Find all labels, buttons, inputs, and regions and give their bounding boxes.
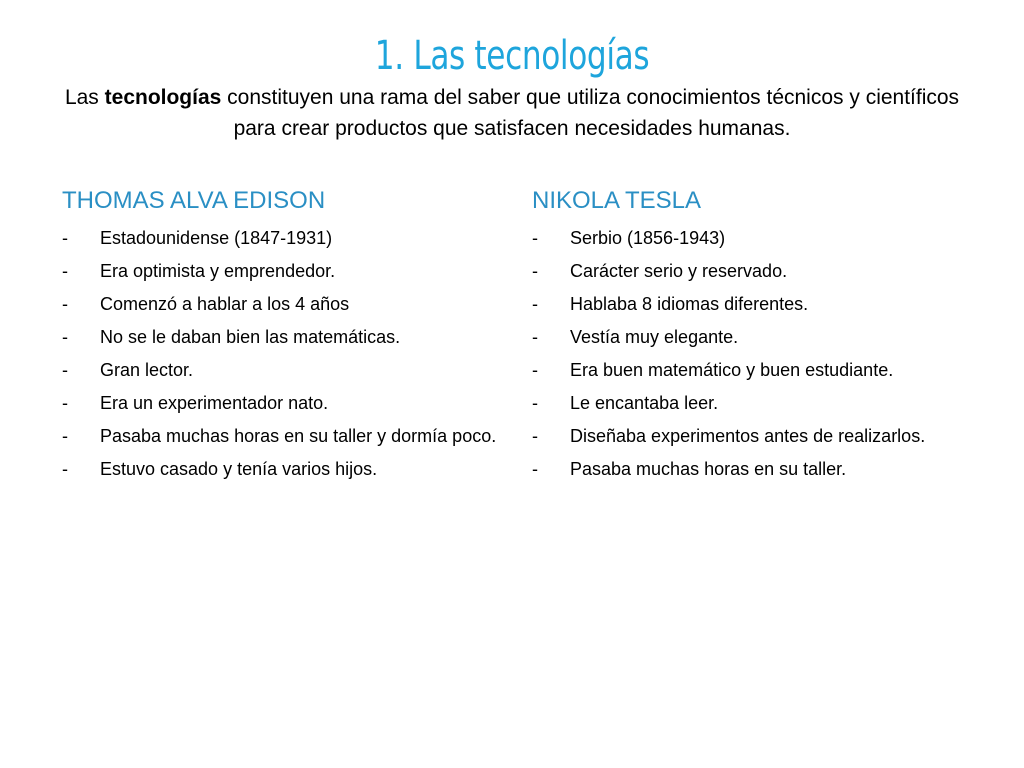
subtitle-suffix: constituyen una rama del saber que utiliza conocimientos técnicos y científicos para crear productos que satisfacen necesidades humanas. — [221, 86, 960, 140]
list-item — [62, 325, 512, 350]
list-item — [62, 424, 512, 449]
edison-column — [62, 184, 512, 490]
bullet-dash: - — [62, 327, 68, 347]
bullet-dash: - — [62, 459, 68, 479]
bullet-dash: - — [532, 393, 538, 413]
list-item — [532, 424, 982, 449]
edison-heading: THOMAS ALVA EDISON — [62, 187, 326, 214]
tesla-column — [532, 184, 982, 490]
list-item — [62, 259, 512, 284]
list-item — [62, 358, 512, 383]
bullet-dash: - — [532, 228, 538, 248]
list-item-text: Estadounidense (1847-1931) — [100, 228, 333, 248]
bullet-dash: - — [62, 294, 68, 314]
list-item — [532, 226, 982, 251]
list-item-text: Hablaba 8 idiomas diferentes. — [570, 294, 809, 314]
list-item — [62, 457, 512, 482]
subtitle-prefix: Las — [64, 86, 105, 109]
list-item-text: Pasaba muchas horas en su taller. — [570, 459, 847, 479]
tesla-heading: NIKOLA TESLA — [532, 187, 701, 214]
list-item-text: Diseñaba experimentos antes de realizarlos. — [570, 426, 926, 446]
list-item — [532, 259, 982, 284]
list-item-text: No se le daban bien las matemáticas. — [100, 327, 401, 347]
list-item — [62, 292, 512, 317]
slide-subtitle — [60, 82, 964, 144]
list-item-text: Era buen matemático y buen estudiante. — [570, 360, 894, 380]
list-item — [62, 226, 512, 251]
bullet-dash: - — [532, 294, 538, 314]
list-item-text: Comenzó a hablar a los 4 años — [100, 294, 350, 314]
list-item-text: Pasaba muchas horas en su taller y dormía poco. — [100, 426, 497, 446]
list-item-text: Gran lector. — [100, 360, 194, 380]
tesla-list — [532, 226, 982, 482]
bullet-dash: - — [62, 426, 68, 446]
bullet-dash: - — [62, 228, 68, 248]
list-item — [532, 325, 982, 350]
list-item-text: Carácter serio y reservado. — [570, 261, 788, 281]
list-item-text: Serbio (1856-1943) — [570, 228, 726, 248]
list-item-text: Era optimista y emprendedor. — [100, 261, 336, 281]
bullet-dash: - — [62, 261, 68, 281]
bullet-dash: - — [532, 459, 538, 479]
list-item-text: Vestía muy elegante. — [570, 327, 739, 347]
list-item-text: Era un experimentador nato. — [100, 393, 329, 413]
list-item — [62, 391, 512, 416]
edison-list — [62, 226, 512, 482]
bullet-dash: - — [62, 393, 68, 413]
slide-title: 1. Las tecnologías — [374, 33, 650, 79]
bullet-dash: - — [62, 360, 68, 380]
bullet-dash: - — [532, 426, 538, 446]
list-item — [532, 457, 982, 482]
list-item — [532, 358, 982, 383]
list-item — [532, 292, 982, 317]
list-item — [532, 391, 982, 416]
bullet-dash: - — [532, 327, 538, 347]
subtitle-bold: tecnologías — [104, 86, 222, 109]
list-item-text: Estuvo casado y tenía varios hijos. — [100, 459, 378, 479]
list-item-text: Le encantaba leer. — [570, 393, 719, 413]
bullet-dash: - — [532, 360, 538, 380]
bullet-dash: - — [532, 261, 538, 281]
